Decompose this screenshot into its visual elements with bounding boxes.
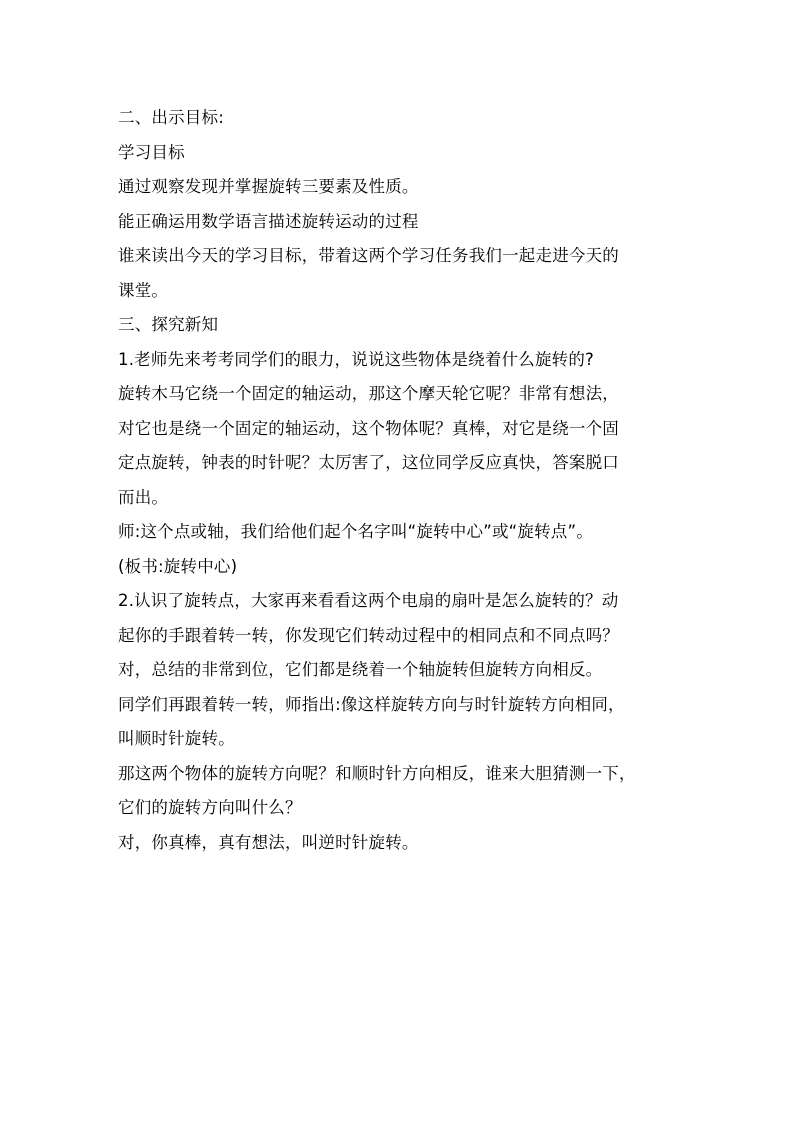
document-body: [118, 101, 688, 860]
paragraph-line: 旋转木马它绕一个固定的轴运动，那这个摩天轮它呢？非常有想法，: [118, 384, 619, 403]
paragraph-line: 而出。: [118, 487, 169, 507]
paragraph-line: 对它也是绕一个固定的轴运动，这个物体呢？真棒，对它是绕一个固: [118, 418, 619, 438]
paragraph-line: 那这两个物体的旋转方向呢？和顺时针方向相反，谁来大胆猜测一下，: [118, 763, 636, 783]
paragraph-line: 师:这个点或轴，我们给他们起个名字叫“旋转中心”或“旋转点”。: [118, 522, 593, 541]
paragraph-line: 它们的旋转方向叫什么？: [118, 798, 302, 817]
paragraph-line: 起你的手跟着转一转，你发现它们转动过程中的相同点和不同点吗？: [118, 625, 619, 645]
paragraph-line: 1.老师先来考考同学们的眼力，说说这些物体是绕着什么旋转的?: [118, 349, 595, 369]
paragraph-line: 同学们再跟着转一转，师指出:像这样旋转方向与时针旋转方向相同，: [118, 694, 625, 714]
section-heading: 三、探究新知: [118, 315, 219, 334]
paragraph-line: 定点旋转，钟表的时针呢？太厉害了，这位同学反应真快，答案脱口: [118, 453, 619, 472]
paragraph-line: 2.认识了旋转点，大家再来看看这两个电扇的扇叶是怎么旋转的？动: [118, 591, 619, 610]
paragraph-line: 课堂。: [118, 280, 169, 300]
paragraph-line: 对，总结的非常到位，它们都是绕着一个轴旋转但旋转方向相反。: [118, 660, 603, 679]
paragraph-line: 能正确运用数学语言描述旋转运动的过程: [118, 211, 419, 231]
paragraph-line: 谁来读出今天的学习目标，带着这两个学习任务我们一起走进今天的: [118, 246, 619, 265]
paragraph-line: (板书:旋转中心): [118, 556, 238, 576]
paragraph-line: 叫顺时针旋转。: [118, 729, 235, 748]
paragraph-line: 对，你真棒，真有想法，叫逆时针旋转。: [118, 832, 419, 852]
paragraph-line: 学习目标: [118, 142, 185, 162]
paragraph-line: 通过观察发现并掌握旋转三要素及性质。: [118, 177, 419, 196]
section-heading: 二、出示目标:: [118, 108, 224, 127]
